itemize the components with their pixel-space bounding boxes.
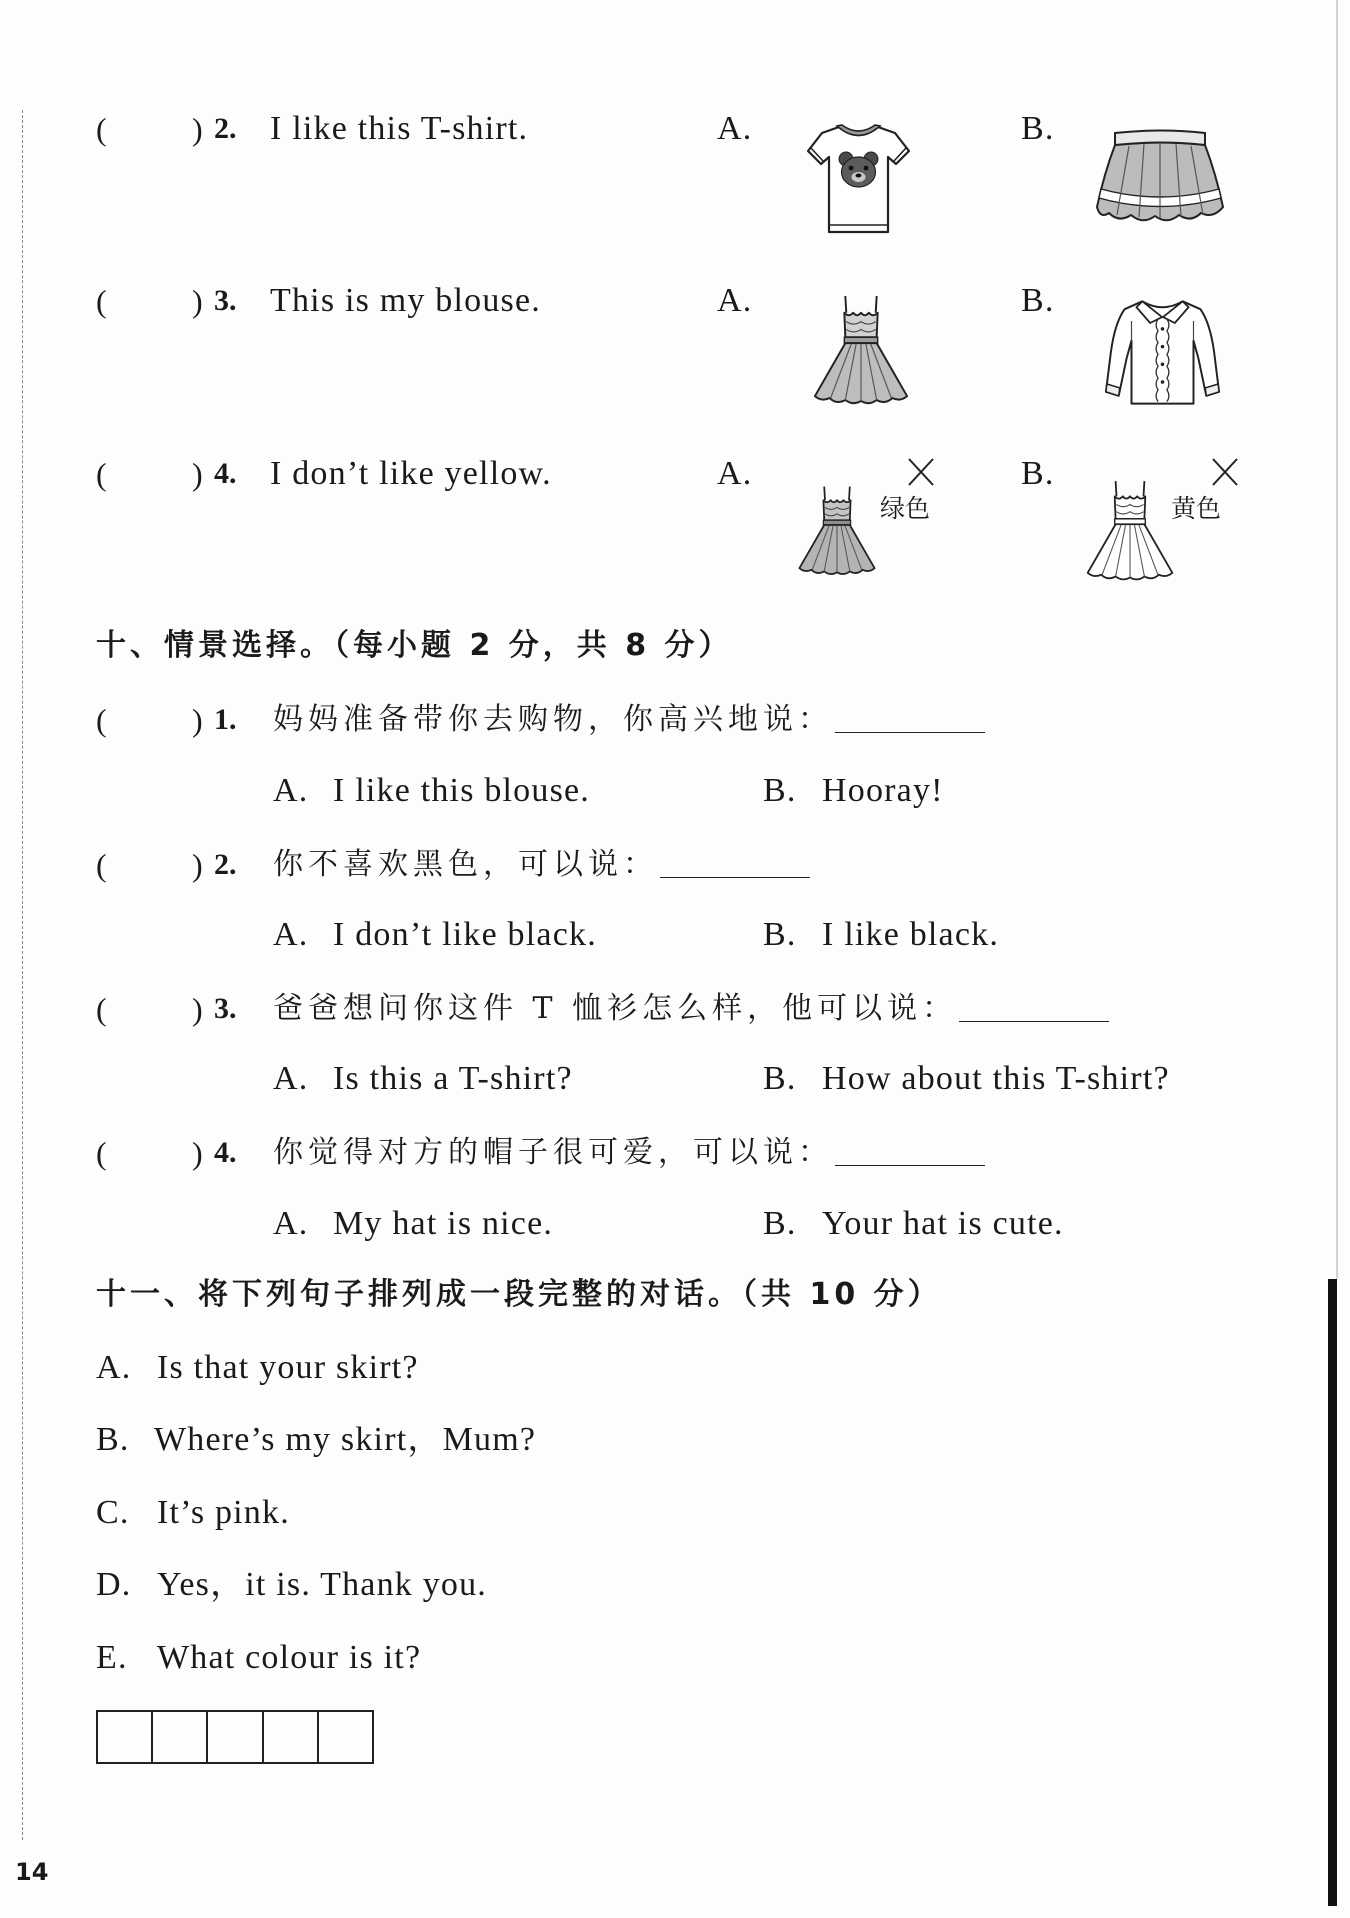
- answer-slot[interactable]: [116, 279, 186, 323]
- answer-slot[interactable]: [116, 107, 186, 151]
- question-prompt-group: [273, 987, 1109, 1031]
- situation-question-4: [0, 1131, 1320, 1175]
- paren-open: (: [96, 456, 107, 492]
- paren-close: ): [192, 847, 203, 883]
- sentence-text: Where’s my skirt，Mum?: [154, 1421, 537, 1458]
- right-edge-shadow-line: [1336, 0, 1338, 1279]
- question-prompt-group: [273, 1131, 985, 1175]
- sentence-text: What colour is it?: [157, 1639, 422, 1676]
- order-answer-box-4[interactable]: [264, 1712, 319, 1762]
- option-a-label: A.: [717, 282, 753, 319]
- answer-slot[interactable]: [116, 987, 186, 1031]
- answer-blank[interactable]: [959, 1021, 1109, 1022]
- option-a-label: A.: [717, 110, 753, 147]
- sentence-letter: A.: [96, 1349, 132, 1386]
- dress-icon: [797, 474, 877, 588]
- dress-icon: [812, 293, 910, 408]
- sentence-letter: B.: [96, 1421, 130, 1458]
- question-number: 4.: [214, 1136, 237, 1169]
- right-edge-scan-bar: [1328, 1279, 1337, 1906]
- option-b-text: How about this T-shirt?: [822, 1060, 1170, 1097]
- t-shirt-icon: [806, 121, 911, 236]
- question-prompt: 爸爸想问你这件 T 恤衫怎么样，他可以说：: [273, 991, 958, 1026]
- skirt-icon: [1095, 129, 1225, 229]
- option-a-label: A.: [273, 1060, 309, 1097]
- paren-close: ): [192, 111, 203, 147]
- option-b-label: B.: [1021, 455, 1055, 492]
- option-b-text: I like black.: [822, 916, 1000, 953]
- situation-question-1: [0, 698, 1320, 742]
- option-b-label: B.: [1021, 282, 1055, 319]
- sentence-letter: E.: [96, 1639, 128, 1676]
- order-answer-box-5[interactable]: [319, 1712, 372, 1762]
- order-answer-box-1[interactable]: [98, 1712, 153, 1762]
- sentence-letter: D.: [96, 1566, 132, 1603]
- paren-open: (: [96, 1135, 107, 1171]
- paren-open: (: [96, 702, 107, 738]
- option-b-label: B.: [763, 916, 797, 953]
- answer-order-boxes: [96, 1710, 374, 1764]
- option-a-label: A.: [273, 916, 309, 953]
- option-b-label: B.: [1021, 110, 1055, 147]
- situation-question-3-options: [0, 1057, 1320, 1101]
- situation-question-2-options: [0, 913, 1320, 957]
- option-a-label: A.: [717, 455, 753, 492]
- question-text: I like this T-shirt.: [270, 110, 529, 147]
- sentence-text: Is that your skirt?: [157, 1349, 419, 1386]
- option-b-label: B.: [763, 772, 797, 809]
- situation-question-1-options: [0, 769, 1320, 813]
- sentence-letter: C.: [96, 1494, 130, 1531]
- option-a-label: A.: [273, 1205, 309, 1242]
- color-note-yellow: 黄色: [1171, 494, 1222, 523]
- question-number: 2.: [214, 848, 237, 881]
- option-a-label: A.: [273, 772, 309, 809]
- answer-blank[interactable]: [660, 877, 810, 878]
- dress-icon: [1085, 474, 1175, 588]
- answer-slot[interactable]: [116, 698, 186, 742]
- section-11-heading-row: [0, 1273, 1320, 1317]
- question-number: 1.: [214, 703, 237, 736]
- option-a-text: I like this blouse.: [333, 772, 590, 809]
- dialogue-sentence-b: [0, 1418, 1320, 1462]
- option-b-label: B.: [763, 1205, 797, 1242]
- option-a-text: Is this a T-shirt?: [333, 1060, 573, 1097]
- option-a-text: I don’t like black.: [333, 916, 597, 953]
- question-number: 3.: [214, 992, 237, 1025]
- paren-close: ): [192, 991, 203, 1027]
- answer-slot[interactable]: [116, 452, 186, 496]
- blouse-icon: [1101, 293, 1224, 412]
- option-b-text: Hooray!: [822, 772, 944, 809]
- color-note-green: 绿色: [880, 494, 931, 523]
- option-b-label: B.: [763, 1060, 797, 1097]
- dialogue-sentence-d: [0, 1563, 1320, 1607]
- cross-mark-icon: [1210, 456, 1240, 488]
- order-answer-box-2[interactable]: [153, 1712, 208, 1762]
- dialogue-sentence-a: [0, 1346, 1320, 1390]
- page-number: 14: [15, 1858, 49, 1886]
- section-10-heading-row: [0, 624, 1320, 668]
- paren-open: (: [96, 991, 107, 1027]
- option-b-text: Your hat is cute.: [822, 1205, 1064, 1242]
- situation-question-4-options: [0, 1202, 1320, 1246]
- sentence-text: Yes，it is. Thank you.: [157, 1566, 487, 1603]
- paren-open: (: [96, 283, 107, 319]
- sentence-text: It’s pink.: [157, 1494, 290, 1531]
- answer-slot[interactable]: [116, 843, 186, 887]
- paren-open: (: [96, 111, 107, 147]
- section-10-title: 十、情景选择。（每小题 2 分，共 8 分）: [96, 628, 733, 663]
- question-number: 2.: [214, 112, 237, 145]
- dialogue-sentence-c: [0, 1491, 1320, 1535]
- paren-close: ): [192, 702, 203, 738]
- answer-blank[interactable]: [835, 732, 985, 733]
- question-prompt: 妈妈准备带你去购物，你高兴地说：: [273, 702, 833, 737]
- question-number: 4.: [214, 457, 237, 490]
- situation-question-3: [0, 987, 1320, 1031]
- cross-mark-icon: [906, 456, 936, 488]
- paren-open: (: [96, 847, 107, 883]
- paren-close: ): [192, 1135, 203, 1171]
- paren-close: ): [192, 456, 203, 492]
- question-prompt: 你觉得对方的帽子很可爱，可以说：: [273, 1135, 833, 1170]
- question-number: 3.: [214, 284, 237, 317]
- option-a-text: My hat is nice.: [333, 1205, 554, 1242]
- order-answer-box-3[interactable]: [208, 1712, 263, 1762]
- situation-question-2: [0, 843, 1320, 887]
- dialogue-sentence-e: [0, 1636, 1320, 1680]
- section-11-title: 十一、将下列句子排列成一段完整的对话。（共 10 分）: [96, 1277, 942, 1312]
- answer-blank[interactable]: [835, 1165, 985, 1166]
- answer-slot[interactable]: [116, 1131, 186, 1175]
- question-text: This is my blouse.: [270, 282, 541, 319]
- bear-face: [839, 152, 878, 187]
- question-text: I don’t like yellow.: [270, 455, 552, 492]
- question-prompt-group: [273, 843, 810, 887]
- paren-close: ): [192, 283, 203, 319]
- question-prompt: 你不喜欢黑色，可以说：: [273, 847, 658, 882]
- question-prompt-group: [273, 698, 985, 742]
